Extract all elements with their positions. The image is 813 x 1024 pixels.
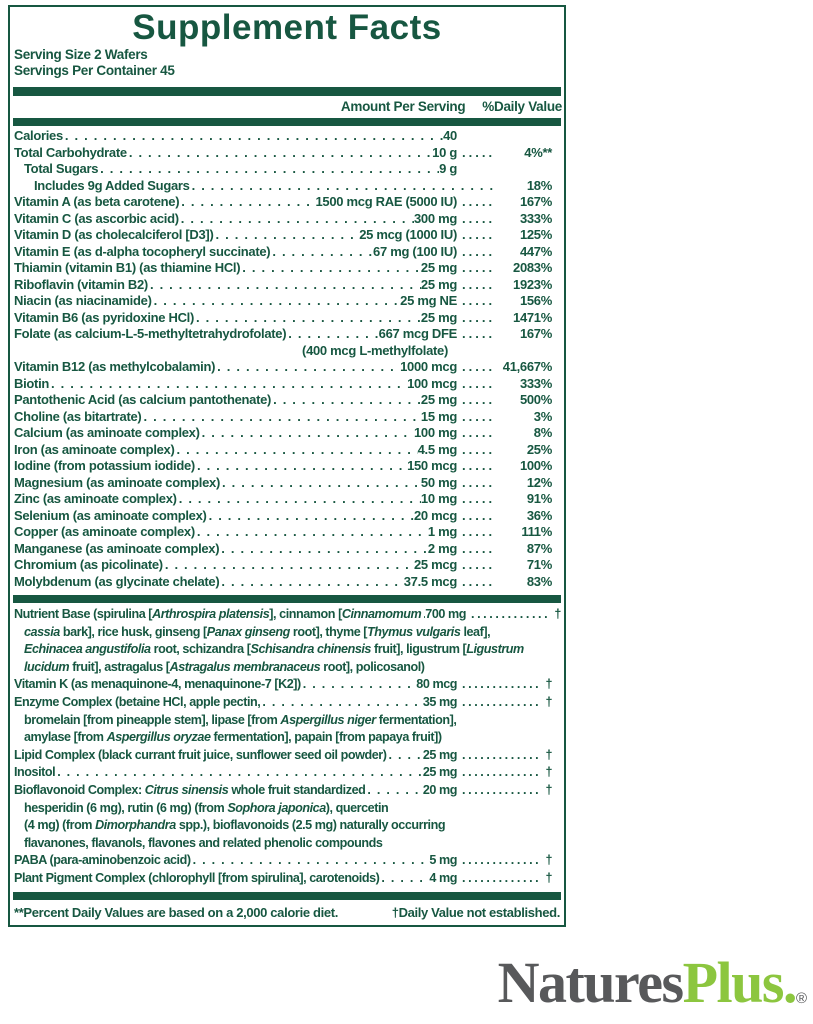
daily-value: 18% [526, 177, 552, 193]
nutrient-row [14, 475, 552, 492]
daily-value: † [554, 607, 561, 621]
amount-per-serving-value: 10 g [432, 144, 457, 160]
nutrient-name: Total Carbohydrate [14, 144, 127, 160]
dot-leader [98, 161, 439, 178]
nutrient-row [14, 524, 552, 541]
logo-plus-text: Plus [682, 950, 783, 1015]
dot-leader [195, 458, 407, 475]
nutrient-row [14, 782, 552, 800]
dot-leader [195, 524, 428, 541]
brand-logo [497, 950, 807, 1024]
daily-value: 333% [519, 210, 552, 226]
nutrient-row [14, 145, 552, 162]
amount-per-serving-value: 667 mcg DFE [378, 326, 457, 341]
daily-value: 100% [519, 458, 552, 473]
nutrient-name: Iodine (from potassium iodide) [14, 458, 195, 473]
nutrient-name: Pantothenic Acid (as calcium pantothenate) [14, 392, 272, 407]
logo-period: . [782, 950, 796, 1015]
dot-leader [177, 491, 421, 508]
nutrient-row [14, 409, 552, 426]
dot-leader-short [457, 145, 496, 162]
nutrient-row [14, 458, 552, 475]
amount-per-serving-value: 100 mg [413, 425, 457, 440]
footnote-daily-values: **Percent Daily Values are based on a 2,000 calorie diet. [14, 904, 339, 920]
amount-per-serving-value: 1000 mcg [400, 359, 457, 374]
nutrient-row-wrap [14, 624, 552, 642]
dot-leader [220, 475, 421, 492]
ingredient-wrap-text: bromelain [from pineapple stem], lipase [from Aspergillus niger fermentation], [24, 712, 457, 727]
dot-leader-short [457, 574, 496, 591]
amount-per-serving-value: 25 mg [422, 747, 457, 762]
dot-leader-short [457, 557, 496, 574]
nutrient-name: Zinc (as aminoate complex) [14, 491, 177, 506]
dot-leader [260, 694, 423, 712]
nutrient-name: Biotin [14, 375, 50, 391]
daily-value: 36% [526, 507, 552, 523]
dot-leader [379, 870, 429, 888]
amount-per-serving-value: 9 g [439, 161, 457, 176]
dot-leader [179, 211, 414, 228]
dot-leader-short [457, 747, 538, 765]
nutrient-row [14, 194, 552, 211]
nutrient-row [14, 310, 552, 327]
nutrient-row-continuation [14, 343, 552, 360]
nutrient-name: Niacin (as niacinamide) [14, 293, 152, 308]
dot-leader-short [457, 782, 538, 800]
nutrient-name: Thiamin (vitamin B1) (as thiamine HCl) [14, 260, 241, 275]
daily-value: 12% [526, 474, 552, 490]
amount-per-serving-value: 25 mg [420, 392, 457, 407]
dot-leader [365, 782, 422, 800]
dot-leader [271, 392, 421, 409]
daily-value: 1923% [513, 276, 552, 292]
amount-per-serving-value: 1 mg [427, 524, 457, 539]
nutrient-name: Vitamin B12 (as methylcobalamin) [14, 359, 216, 374]
amount-per-serving-value: 4 mg [429, 870, 457, 885]
dot-leader-short [457, 764, 538, 782]
nutrient-name: Calcium (as aminoate complex) [14, 425, 200, 440]
dot-leader-short [457, 870, 538, 888]
amount-per-serving-value: 20 mcg [413, 507, 457, 523]
daily-value: 1471% [513, 309, 552, 325]
amount-per-serving-value: 100 mcg [407, 375, 457, 391]
nutrient-row-wrap [14, 659, 552, 677]
dot-leader-short [457, 409, 496, 426]
dot-leader-short [457, 376, 496, 393]
nutrient-row-wrap [14, 712, 552, 730]
dot-leader-short [457, 676, 538, 694]
nutrient-name: Vitamin K (as menaquinone-4, menaquinone-7 [K2]) [14, 677, 301, 692]
amount-continuation: (400 mcg L-methylfolate) [302, 342, 448, 358]
dot-leader-short [457, 425, 496, 442]
dot-leader [200, 425, 414, 442]
dot-leader [219, 541, 428, 558]
dot-leader [179, 194, 315, 211]
nutrient-row [14, 376, 552, 393]
dot-leader [386, 747, 422, 765]
ingredient-wrap-text: amylase [from Aspergillus oryzae fermentation], papain [from papaya fruit]) [24, 730, 442, 745]
nutrient-row [14, 227, 552, 244]
nutrient-name: Iron (as aminoate complex) [14, 441, 175, 457]
dot-leader [190, 178, 496, 195]
nutrient-name: Vitamin D (as cholecalciferol [D3]) [14, 227, 214, 242]
amount-per-serving-value: 15 mg [420, 408, 457, 424]
nutrient-name: Vitamin B6 (as pyridoxine HCl) [14, 309, 195, 325]
dot-leader-short [457, 694, 538, 712]
dot-leader [141, 409, 420, 426]
dot-leader-short [457, 359, 496, 376]
amount-per-serving-value: 300 mg [413, 210, 457, 226]
daily-value: 167% [519, 326, 552, 341]
nutrient-row [14, 128, 552, 145]
nutrient-row [14, 293, 552, 310]
daily-value: 167% [519, 194, 552, 209]
servings-per-container-text: Servings Per Container 45 [14, 63, 175, 78]
nutrient-row-wrap [14, 641, 552, 659]
dot-leader [286, 326, 378, 343]
nutrient-row [14, 852, 552, 870]
daily-value: 125% [519, 227, 552, 242]
dot-leader-short [457, 491, 496, 508]
nutrient-name: Total Sugars [24, 161, 99, 176]
nutrient-row-wrap [14, 817, 552, 835]
nutrient-name: Vitamin A (as beta carotene) [14, 194, 180, 209]
dot-leader-short [457, 310, 496, 327]
nutrient-name: Includes 9g Added Sugars [34, 177, 190, 193]
dot-leader [194, 310, 421, 327]
nutrient-row [14, 359, 552, 376]
dot-leader-short [457, 541, 496, 558]
nutrient-row [14, 870, 552, 888]
nutrient-row [14, 326, 552, 343]
divider-bar-top [13, 87, 561, 96]
dot-leader-short [457, 326, 496, 343]
nutrient-row-wrap [14, 729, 552, 747]
daily-value: 25% [526, 441, 552, 457]
daily-value: 4%** [524, 144, 552, 160]
dot-leader [270, 244, 373, 261]
dot-leader [127, 145, 432, 162]
dot-leader [148, 277, 421, 294]
column-header-daily-value: %Daily Value [482, 99, 562, 114]
dot-leader-short [457, 508, 496, 525]
daily-value: 8% [533, 425, 552, 440]
divider-bar-header [13, 118, 561, 126]
nutrient-name: Inositol [14, 765, 56, 780]
ingredient-wrap-text: flavanones, flavanols, flavones and related phenolic compounds [24, 835, 383, 850]
daily-value: 111% [521, 524, 552, 539]
nutrient-row [14, 211, 552, 228]
ingredient-wrap-text: Echinacea angustifolia root, schizandra [Schisandra chinensis fruit], ligustrum [Ligustrum [24, 642, 524, 657]
nutrient-name: Magnesium (as aminoate complex) [14, 474, 220, 490]
ingredient-wrap-text: (4 mg) (from Dimorphandra spp.), bioflavonoids (2.5 mg) naturally occurring [24, 818, 446, 833]
nutrient-name: Plant Pigment Complex (chlorophyll [from spirulina], carotenoids) [14, 870, 380, 885]
amount-per-serving-value: 2 mg [427, 540, 457, 556]
nutrient-row [14, 260, 552, 277]
dot-leader-short [457, 524, 496, 541]
nutrient-name: Copper (as aminoate complex) [14, 524, 195, 539]
dot-leader-short [457, 392, 496, 409]
dot-leader [191, 852, 430, 870]
serving-size-text: Serving Size 2 Wafers [14, 47, 148, 62]
amount-per-serving-value: 37.5 mcg [403, 573, 457, 589]
amount-per-serving-value: 1500 mcg RAE (5000 IU) [315, 194, 457, 209]
dot-leader-short [457, 227, 496, 244]
nutrient-name: Enzyme Complex (betaine HCl, apple pectin, [14, 694, 261, 709]
column-headers [10, 97, 562, 116]
nutrient-row [14, 694, 552, 712]
daily-value: 83% [526, 573, 552, 589]
daily-value: 91% [526, 491, 552, 506]
ingredient-wrap-text: hesperidin (6 mg), rutin (6 mg) (from Sophora japonica), quercetin [24, 800, 389, 815]
nutrient-name: Molybdenum (as glycinate chelate) [14, 573, 220, 589]
nutrient-row [14, 541, 552, 558]
column-header-amount-per-serving: Amount Per Serving [340, 99, 466, 114]
footnote [14, 903, 560, 922]
dot-leader-short [457, 293, 496, 310]
supplement-facts-panel [8, 5, 566, 927]
amount-per-serving-value: 25 mg [420, 276, 457, 292]
nutrient-row-wrap [14, 835, 552, 853]
daily-value: 2083% [513, 260, 552, 275]
ingredient-wrap-text: lucidum fruit], astragalus [Astragalus membranaceus root], policosanol) [24, 659, 425, 674]
amount-per-serving-value: 25 mg [420, 260, 457, 275]
footnote-not-established: †Daily Value not established. [391, 904, 560, 920]
amount-per-serving-value: 700 mg [425, 607, 466, 621]
daily-value: † [545, 677, 552, 692]
dot-leader [175, 442, 418, 459]
divider-bar-bottom [13, 892, 561, 900]
daily-value: 87% [526, 540, 552, 556]
daily-value: 333% [519, 375, 552, 391]
nutrient-name: Chromium (as picolinate) [14, 557, 163, 572]
amount-per-serving-value: 25 mg [420, 309, 457, 325]
nutrient-row [14, 244, 552, 261]
dot-leader-short [457, 260, 496, 277]
amount-per-serving-value: 25 mcg [413, 557, 457, 572]
daily-value: † [545, 853, 552, 868]
dot-leader-short [457, 194, 496, 211]
dot-leader [240, 260, 421, 277]
nutrient-row [14, 574, 552, 591]
divider-bar-middle [13, 595, 561, 603]
amount-per-serving-value: 150 mcg [407, 458, 457, 473]
amount-per-serving-value: 50 mg [420, 474, 457, 490]
logo-natures-text: Natures [497, 950, 683, 1015]
dot-leader-short [457, 475, 496, 492]
amount-per-serving-value: 4.5 mg [417, 441, 457, 457]
dot-leader-short [457, 442, 496, 459]
dot-leader-short [457, 852, 538, 870]
amount-per-serving-value: 80 mcg [416, 677, 457, 692]
daily-value: 3% [533, 408, 552, 424]
dot-leader [219, 574, 403, 591]
daily-value: 71% [526, 557, 552, 572]
nutrient-name: PABA (para-aminobenzoic acid) [14, 853, 191, 868]
dot-leader [207, 508, 414, 525]
dot-leader [49, 376, 407, 393]
nutrient-name: Choline (as bitartrate) [14, 408, 142, 424]
amount-per-serving-value: 40 [443, 128, 457, 143]
nutrient-name: Manganese (as aminoate complex) [14, 540, 220, 556]
nutrient-row-wrap [14, 800, 552, 818]
nutrient-name: Selenium (as aminoate complex) [14, 507, 207, 523]
nutrient-row [14, 277, 552, 294]
nutrient-name: Vitamin C (as ascorbic acid) [14, 210, 179, 226]
nutrient-row [14, 606, 561, 624]
dot-leader [301, 676, 417, 694]
daily-value: 500% [519, 392, 552, 407]
dot-leader-short [457, 244, 496, 261]
nutrient-row [14, 425, 552, 442]
nutrient-name: Calories [14, 128, 63, 143]
daily-value: † [545, 870, 552, 885]
nutrient-name: Vitamin E (as d-alpha tocopheryl succinate) [14, 243, 271, 259]
nutrient-name: Bioflavonoid Complex: Citrus sinensis whole fruit standardized [14, 782, 366, 797]
daily-value: † [545, 765, 552, 780]
dot-leader-short [457, 277, 496, 294]
nutrient-row [14, 178, 552, 195]
amount-per-serving-value: 67 mg (100 IU) [373, 243, 457, 259]
daily-value: † [545, 747, 552, 762]
dot-leader-short [466, 606, 547, 624]
amount-per-serving-value: 5 mg [429, 853, 457, 868]
nutrient-row [14, 442, 552, 459]
dot-leader-short [457, 458, 496, 475]
daily-value: † [545, 782, 552, 797]
registered-trademark-icon: ® [795, 990, 807, 1007]
nutrient-row [14, 161, 552, 178]
daily-value: 447% [519, 243, 552, 259]
amount-per-serving-value: 10 mg [420, 491, 457, 506]
dot-leader [214, 227, 360, 244]
amount-per-serving-value: 25 mg [422, 765, 457, 780]
dot-leader [152, 293, 401, 310]
dot-leader [163, 557, 414, 574]
dot-leader [55, 764, 423, 782]
daily-value: † [545, 694, 552, 709]
nutrient-rows-other [10, 606, 564, 888]
amount-per-serving-value: 35 mg [422, 694, 457, 709]
panel-title: Supplement Facts [132, 8, 442, 47]
dot-leader [215, 359, 400, 376]
daily-value: 41,667% [502, 359, 552, 374]
nutrient-row [14, 508, 552, 525]
amount-per-serving-value: 25 mcg (1000 IU) [359, 227, 457, 242]
nutrient-row [14, 676, 552, 694]
dot-leader [63, 128, 443, 145]
amount-per-serving-value: 25 mg NE [400, 293, 457, 308]
amount-per-serving-value: 20 mg [422, 782, 457, 797]
nutrient-row [14, 392, 552, 409]
daily-value: 156% [519, 293, 552, 308]
nutrient-row [14, 764, 552, 782]
nutrient-row [14, 557, 552, 574]
dot-leader-short [457, 211, 496, 228]
ingredient-wrap-text: cassia bark], rice husk, ginseng [Panax ginseng root], thyme [Thymus vulgaris leaf], [24, 624, 491, 639]
nutrient-name: Nutrient Base (spirulina [Arthrospira platensis], cinnamon [Cinnamomum [14, 607, 422, 621]
nutrient-row [14, 491, 552, 508]
nutrient-name: Folate (as calcium-L-5-methyltetrahydrofolate) [14, 326, 287, 341]
nutrient-rows-main [10, 128, 564, 590]
nutrient-name: Lipid Complex (black currant fruit juice, sunflower seed oil powder) [14, 747, 387, 762]
nutrient-name: Riboflavin (vitamin B2) [14, 276, 148, 292]
nutrient-row [14, 747, 552, 765]
